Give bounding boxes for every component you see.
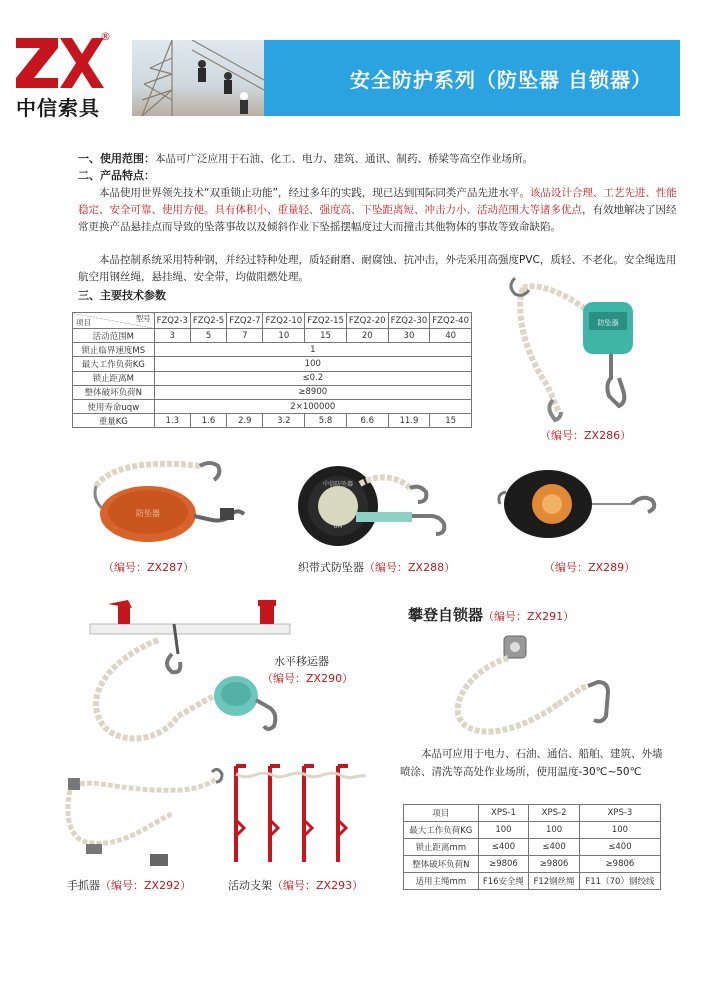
- product-zx287-image: [90, 456, 250, 556]
- table-row: [404, 873, 661, 890]
- table-cell: 6.6: [346, 414, 388, 428]
- table-row: [73, 343, 472, 357]
- row-label: 活动范围M: [73, 329, 155, 343]
- model-header: FZQ2-20: [346, 313, 388, 329]
- header-cell: XPS-1: [478, 805, 529, 822]
- caption-zx286: （编号：ZX286）: [540, 429, 632, 442]
- model-header: FZQ2-10: [263, 313, 305, 329]
- table-cell: 2×100000: [154, 399, 471, 413]
- row-label: 锁止临界速度MS: [73, 343, 155, 357]
- row-label: 整体破坏负荷N: [404, 856, 479, 873]
- caption-zx288-prefix: 织带式防坠器: [298, 561, 364, 574]
- model-header: FZQ2-40: [430, 313, 472, 329]
- row-label: 重量KG: [73, 414, 155, 428]
- row-label: 适用主绳mm: [404, 873, 479, 890]
- table-cell: F11（70）钢绞线: [579, 873, 660, 890]
- product-zx289-image: [494, 464, 664, 544]
- caption-zx288: （编号：ZX288）: [364, 561, 456, 574]
- device-label-text: 防坠器: [597, 319, 619, 327]
- model-header: FZQ2-15: [305, 313, 347, 329]
- row-label: 最大工作负荷KG: [73, 357, 155, 371]
- table-cell: 3.2: [263, 414, 305, 428]
- table-cell: 1: [154, 343, 471, 357]
- product-zx293-image: [226, 760, 376, 870]
- table-cell: 20: [346, 329, 388, 343]
- table-cell: ≤400: [579, 839, 660, 856]
- logo-mark: [14, 34, 106, 90]
- table-cell: ≤400: [529, 839, 580, 856]
- header-cell: XPS-3: [579, 805, 660, 822]
- table-header-row: [73, 313, 472, 329]
- header-photo: [132, 40, 264, 116]
- caption-zx290: （编号：ZX290）: [262, 672, 354, 685]
- device-label-text: 防坠器: [136, 509, 160, 518]
- features-text-b: ，有效地解决了因经常更换产品悬挂点而导致的坠落事故以及倾斜作业下坠摇摆幅度过大而撞击其他物体的事故等致命缺陷。: [78, 204, 677, 233]
- table-corner-cell: [73, 313, 155, 329]
- table-cell: ≤0.2: [154, 371, 471, 385]
- caption-zx292-prefix: 手抓器: [67, 879, 100, 892]
- product-zx286-image: [505, 272, 635, 422]
- table-row: [404, 822, 661, 839]
- row-label: 最大工作负荷KG: [404, 822, 479, 839]
- table-cell: 30: [388, 329, 430, 343]
- registered-mark: ®: [100, 30, 111, 43]
- table-row: [73, 371, 472, 385]
- table-header-row: [404, 805, 661, 822]
- model-header: FZQ2-30: [388, 313, 430, 329]
- table-row: [73, 385, 472, 399]
- table-cell: 7: [227, 329, 263, 343]
- row-label: 使用寿命uqw: [73, 399, 155, 413]
- table-cell: ≤400: [478, 839, 529, 856]
- caption-zx293: （编号：ZX293）: [272, 879, 364, 892]
- table-cell: 15: [305, 329, 347, 343]
- table-cell: 5.8: [305, 414, 347, 428]
- features-paragraph: [78, 185, 678, 236]
- caption-zx292: （编号：ZX292）: [100, 879, 192, 892]
- table-cell: 1.6: [190, 414, 226, 428]
- device-label-text: 中信防坠器: [322, 481, 354, 488]
- table-row: [73, 357, 472, 371]
- table-row: [73, 414, 472, 428]
- caption-zx292-label: [67, 877, 191, 893]
- header-cell: XPS-2: [529, 805, 580, 822]
- product-zx291-image: [448, 630, 618, 740]
- table-cell: 15: [430, 414, 472, 428]
- table-cell: ≥9806: [478, 856, 529, 873]
- zx291-title: 攀登自锁器: [408, 606, 484, 624]
- table-cell: 5: [190, 329, 226, 343]
- corner-top-label: 型号: [135, 314, 151, 323]
- product-zx288-image: [290, 458, 460, 558]
- table-row: [404, 839, 661, 856]
- table-cell: F16安全绳: [478, 873, 529, 890]
- xps-spec-table: [403, 804, 661, 890]
- table-row: [404, 856, 661, 873]
- row-label: 锁止距离M: [73, 371, 155, 385]
- corner-bottom-label: 项目: [76, 318, 91, 327]
- page-title: 安全防护系列（防坠器 自锁器）: [350, 67, 652, 92]
- table-cell: ≥9806: [529, 856, 580, 873]
- model-header: FZQ2-3: [154, 313, 190, 329]
- usage-scope: [78, 150, 678, 168]
- caption-zx288-label: [298, 559, 455, 575]
- section2-heading: 二、产品特点：: [78, 169, 155, 182]
- spec-table: [72, 312, 472, 428]
- row-label: 整体破坏负荷N: [73, 385, 155, 399]
- table-row: [73, 329, 472, 343]
- product-zx292-image: [62, 762, 222, 872]
- logo-text: 中信索具: [16, 96, 100, 120]
- table-cell: 100: [478, 822, 529, 839]
- table-cell: 3: [154, 329, 190, 343]
- caption-zx289: （编号：ZX289）: [544, 561, 636, 574]
- material-paragraph: 本品控制系统采用特种钢，并经过特种处理，质轻耐磨、耐腐蚀、抗冲击，外壳采用高强度PVC，质轻、不老化。安全绳选用航空用钢丝绳，悬挂绳、安全带，均做阻燃处理。: [78, 254, 677, 283]
- model-header: FZQ2-5: [190, 313, 226, 329]
- table-cell: 10: [263, 329, 305, 343]
- header-cell: 项目: [404, 805, 479, 822]
- caption-zx291: （编号：ZX291）: [483, 610, 575, 623]
- section1-text: 本品可广泛应用于石油、化工、电力、建筑、通讯、制药、桥梁等高空作业场所。: [155, 153, 533, 165]
- model-header: FZQ2-7: [227, 313, 263, 329]
- row-label: 锁止距离mm: [404, 839, 479, 856]
- table-cell: 100: [154, 357, 471, 371]
- table-cell: ≥9806: [579, 856, 660, 873]
- features-text-a: 本品使用世界领先技术“双重锁止功能”，经过多年的实践，现已达到国际同类产品先进水平。: [99, 187, 530, 199]
- features-highlight: 该品设计合理、工艺先进、性能稳定、安全可靠、使用方便。具有体积小、重量轻、强度高、下坠距离短、冲击力小、活动范围大等诸多优点: [78, 187, 677, 216]
- table-cell: 100: [579, 822, 660, 839]
- table-cell: 2.9: [227, 414, 263, 428]
- table-cell: 40: [430, 329, 472, 343]
- zx291-heading: [408, 604, 574, 625]
- device-sub-text: 6M: [333, 523, 343, 530]
- caption-zx287: （编号：ZX287）: [103, 561, 195, 574]
- caption-zx293-label: [228, 877, 363, 893]
- caption-zx293-prefix: 活动支架: [228, 879, 272, 892]
- table-cell: 11.9: [388, 414, 430, 428]
- table-cell: F12钢丝绳: [529, 873, 580, 890]
- zx291-description: 本品可应用于电力、石油、通信、船舶、建筑、外墙喷涂、清洗等高处作业场所，使用温度-30℃~50℃: [400, 748, 663, 778]
- section3-heading: 三、主要技术参数: [78, 289, 166, 302]
- table-cell: ≥8900: [154, 385, 471, 399]
- table-row: [73, 399, 472, 413]
- caption-zx290-title: 水平移运器: [274, 655, 329, 668]
- table-cell: 100: [529, 822, 580, 839]
- section1-heading: 一、使用范围：: [78, 152, 155, 165]
- table-cell: 1.3: [154, 414, 190, 428]
